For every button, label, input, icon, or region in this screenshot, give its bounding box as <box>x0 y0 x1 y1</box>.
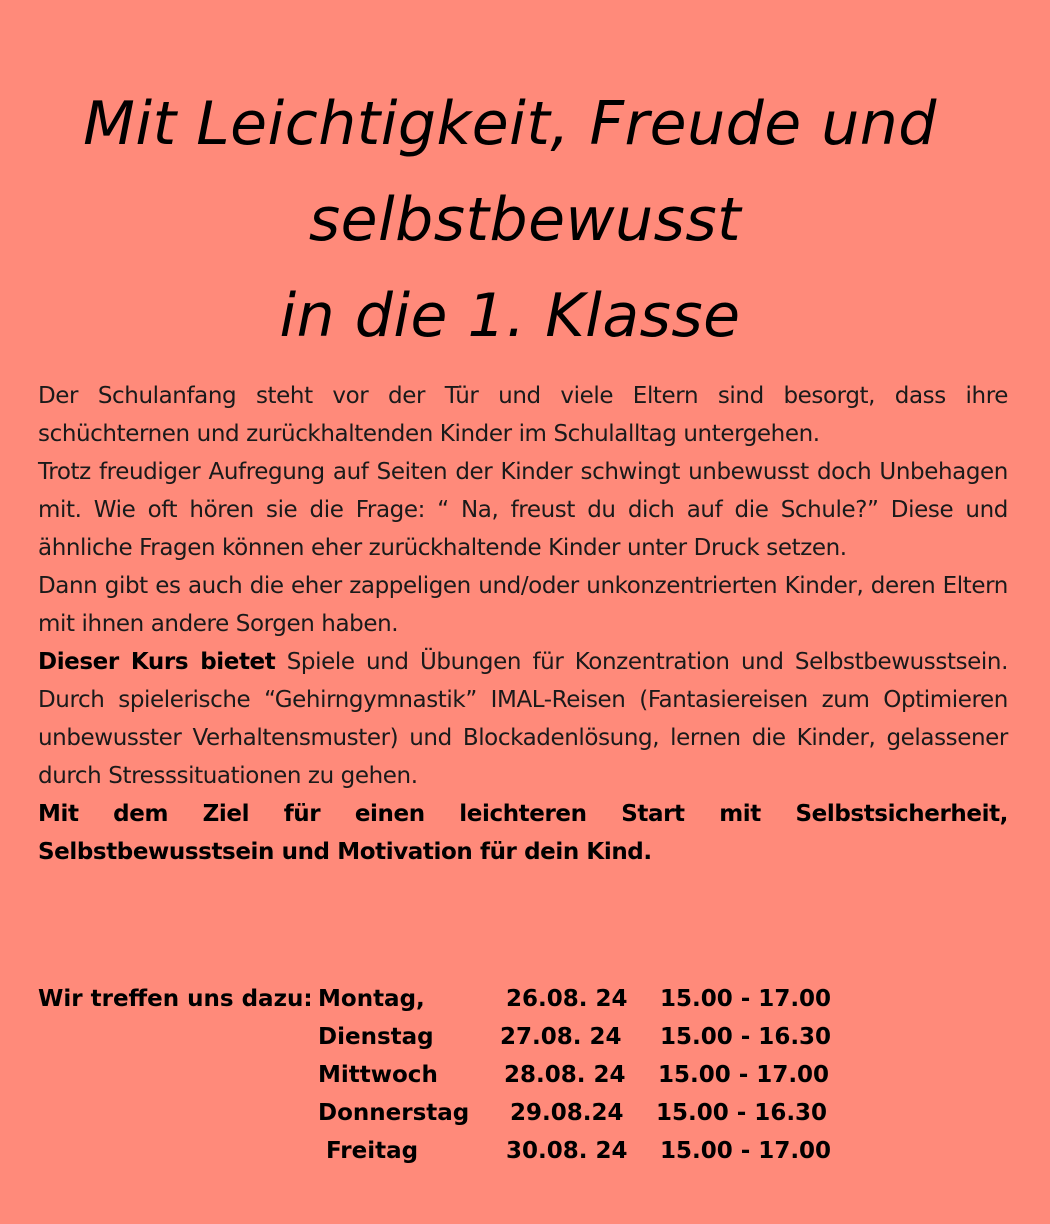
paragraph-goal: Mit dem Ziel für einen leichteren Start mit Selbstsicherheit, Selbstbewusstsein und Motivation für dein Kind. <box>38 801 1008 865</box>
paragraph-intro: Der Schulanfang steht vor der Tür und viele Eltern sind besorgt, dass ihre schüchternen und zurückhaltenden Kinder im Schulalltag untergehen. <box>38 383 1008 447</box>
schedule-day: Montag, <box>318 986 425 1012</box>
schedule-date: 27.08. 24 <box>500 1024 622 1050</box>
schedule-time: 15.00 - 16.30 <box>656 1100 828 1126</box>
body-text <box>38 377 1008 871</box>
schedule-date: 26.08. 24 <box>506 986 628 1012</box>
schedule-time: 15.00 - 17.00 <box>658 1062 830 1088</box>
schedule-day: Freitag <box>318 1138 419 1164</box>
schedule-time: 15.00 - 17.00 <box>660 1138 832 1164</box>
page-title <box>0 76 1050 364</box>
schedule-date: 29.08.24 <box>510 1100 624 1126</box>
schedule-time: 15.00 - 17.00 <box>660 986 832 1012</box>
title-line-2: selbstbewusst <box>308 185 742 255</box>
paragraph-excitement: Trotz freudiger Aufregung auf Seiten der Kinder schwingt unbewusst doch Unbehagen mit. Wie oft hören sie die Frage: “ Na, freust du dich auf die Schule?” Diese und ähnliche Fragen können eher zurückhaltende Kinder unter Druck setzen. <box>38 459 1008 561</box>
schedule-day: Donnerstag <box>318 1100 470 1126</box>
paragraph-course <box>38 643 1008 795</box>
schedule-lead: Wir treffen uns dazu: <box>38 986 313 1012</box>
course-offer-text: Spiele und Übungen für Konzentration und Selbstbewusstsein. Durch spielerische “Gehirngymnastik” IMAL-Reisen (Fantasiereisen zum Optimieren unbewusster Verhaltensmuster) und Blockadenlösung, lernen die Kinder, gelassener durch Stresssituationen zu gehen. <box>38 649 1008 789</box>
schedule-day: Dienstag <box>318 1024 434 1050</box>
schedule-day: Mittwoch <box>318 1062 438 1088</box>
schedule-date: 28.08. 24 <box>504 1062 626 1088</box>
paragraph-fidgety: Dann gibt es auch die eher zappeligen und/oder unkonzentrierten Kinder, deren Eltern mit ihnen andere Sorgen haben. <box>38 573 1008 637</box>
schedule-time: 15.00 - 16.30 <box>660 1024 832 1050</box>
title-line-1: Mit Leichtigkeit, Freude und <box>83 89 937 159</box>
schedule-date: 30.08. 24 <box>506 1138 628 1164</box>
title-line-3: in die 1. Klasse <box>279 281 741 351</box>
course-offer-label: Dieser Kurs bietet <box>38 649 276 675</box>
